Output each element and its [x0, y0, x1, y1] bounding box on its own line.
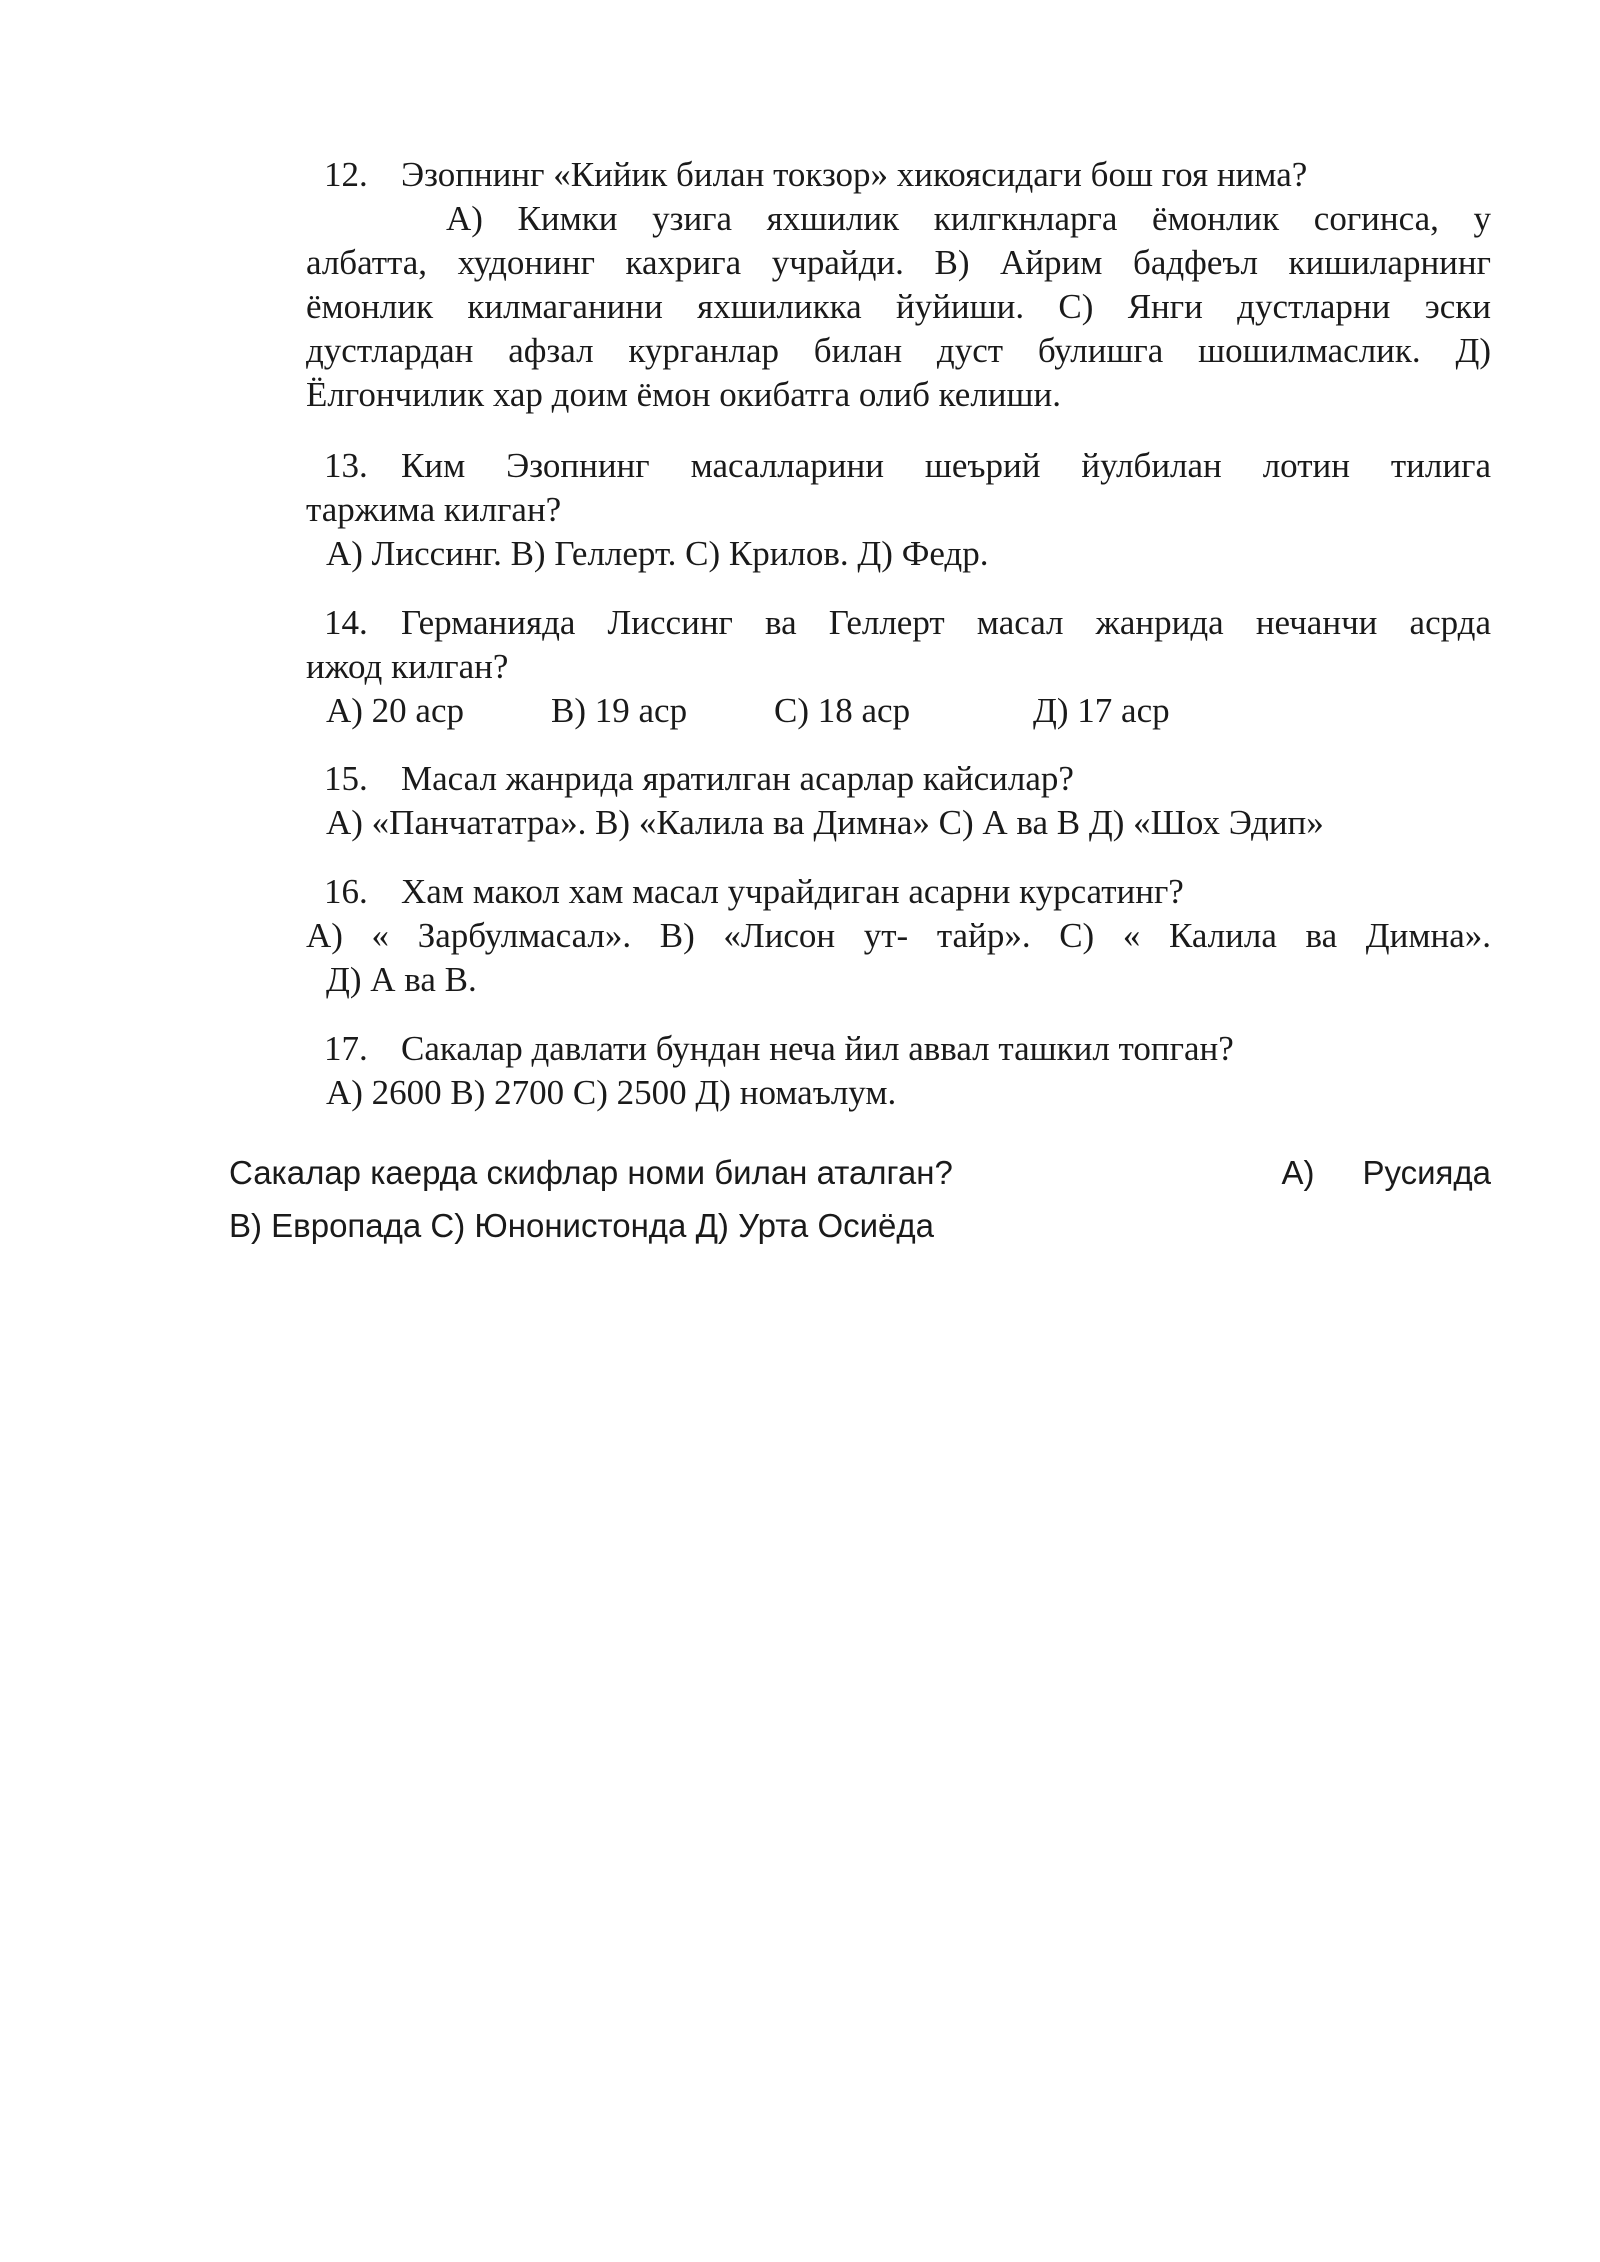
- answer-a-value: Русияда: [1362, 1154, 1491, 1191]
- question-number: 15.: [324, 759, 368, 798]
- question-16: [306, 870, 1491, 1002]
- answer-c: С) 18 аср: [774, 691, 911, 730]
- answer-options-continued: Д) А ва В.: [326, 960, 477, 999]
- answer-line: албатта, худонинг кахрига учрайди. В) Айрим бадфеъл кишиларнинг: [306, 243, 1491, 282]
- question-text-continued: таржима килган?: [306, 490, 562, 529]
- answer-b: В) 19 аср: [551, 691, 688, 730]
- question-14: [306, 601, 1491, 733]
- question-number: 13.: [324, 446, 368, 485]
- question-15: [306, 757, 1491, 845]
- question-number: 14.: [324, 603, 368, 642]
- question-text: Хам макол хам масал учрайдиган асарни курсатинг?: [401, 872, 1184, 911]
- answer-line: ёмонлик килмаганини яхшиликка йуйиши. С) Янги дустларни эски: [306, 287, 1491, 326]
- question-12: [306, 153, 1491, 417]
- question-text: Ким Эзопнинг масалларини шеърий йулбилан лотин тилига: [401, 446, 1491, 485]
- question-13: [306, 444, 1491, 576]
- answer-options: [306, 689, 1491, 733]
- question-text: Масал жанрида яратилган асарлар кайсилар?: [401, 759, 1074, 798]
- question-number: 17.: [324, 1029, 368, 1068]
- answer-options: А) « Зарбулмасал». В) «Лисон ут- тайр». С) « Калила ва Димна».: [306, 916, 1491, 955]
- answer-options: А) «Панчататра». В) «Калила ва Димна» С) А ва В Д) «Шох Эдип»: [326, 803, 1324, 842]
- answer-options: А) Лиссинг. В) Геллерт. С) Крилов. Д) Федр.: [326, 534, 989, 573]
- question-text: Эзопнинг «Кийик билан токзор» хикоясидаги бош гоя нима?: [401, 155, 1308, 194]
- question-17: [306, 1027, 1491, 1115]
- answer-line: дустлардан афзал курганлар билан дуст булишга шошилмаслик. Д): [306, 331, 1491, 370]
- question-number: 12.: [324, 155, 368, 194]
- answer-a-label: А): [1281, 1154, 1315, 1191]
- answer-options: А) 2600 В) 2700 С) 2500 Д) номаълум.: [326, 1073, 897, 1112]
- answer-options: В) Европада С) Юнонистонда Д) Урта Осиёда: [229, 1207, 935, 1244]
- answer-a: А) 20 аср: [326, 691, 465, 730]
- question-text-continued: ижод килган?: [306, 647, 509, 686]
- question-text: Сакалар давлати бундан неча йил аввал ташкил топган?: [401, 1029, 1234, 1068]
- extra-question: [229, 1146, 1491, 1252]
- answer-line: Ёлгончилик хар доим ёмон окибатга олиб келиши.: [306, 375, 1061, 414]
- question-number: 16.: [324, 872, 368, 911]
- answer-d: Д) 17 аср: [1033, 691, 1170, 730]
- question-text: Германияда Лиссинг ва Геллерт масал жанрида нечанчи асрда: [401, 603, 1491, 642]
- question-text: Сакалар каерда скифлар номи билан аталган?: [229, 1154, 953, 1191]
- answer-line: А) Кимки узига яхшилик килгкнларга ёмонлик согинса, у: [446, 199, 1491, 238]
